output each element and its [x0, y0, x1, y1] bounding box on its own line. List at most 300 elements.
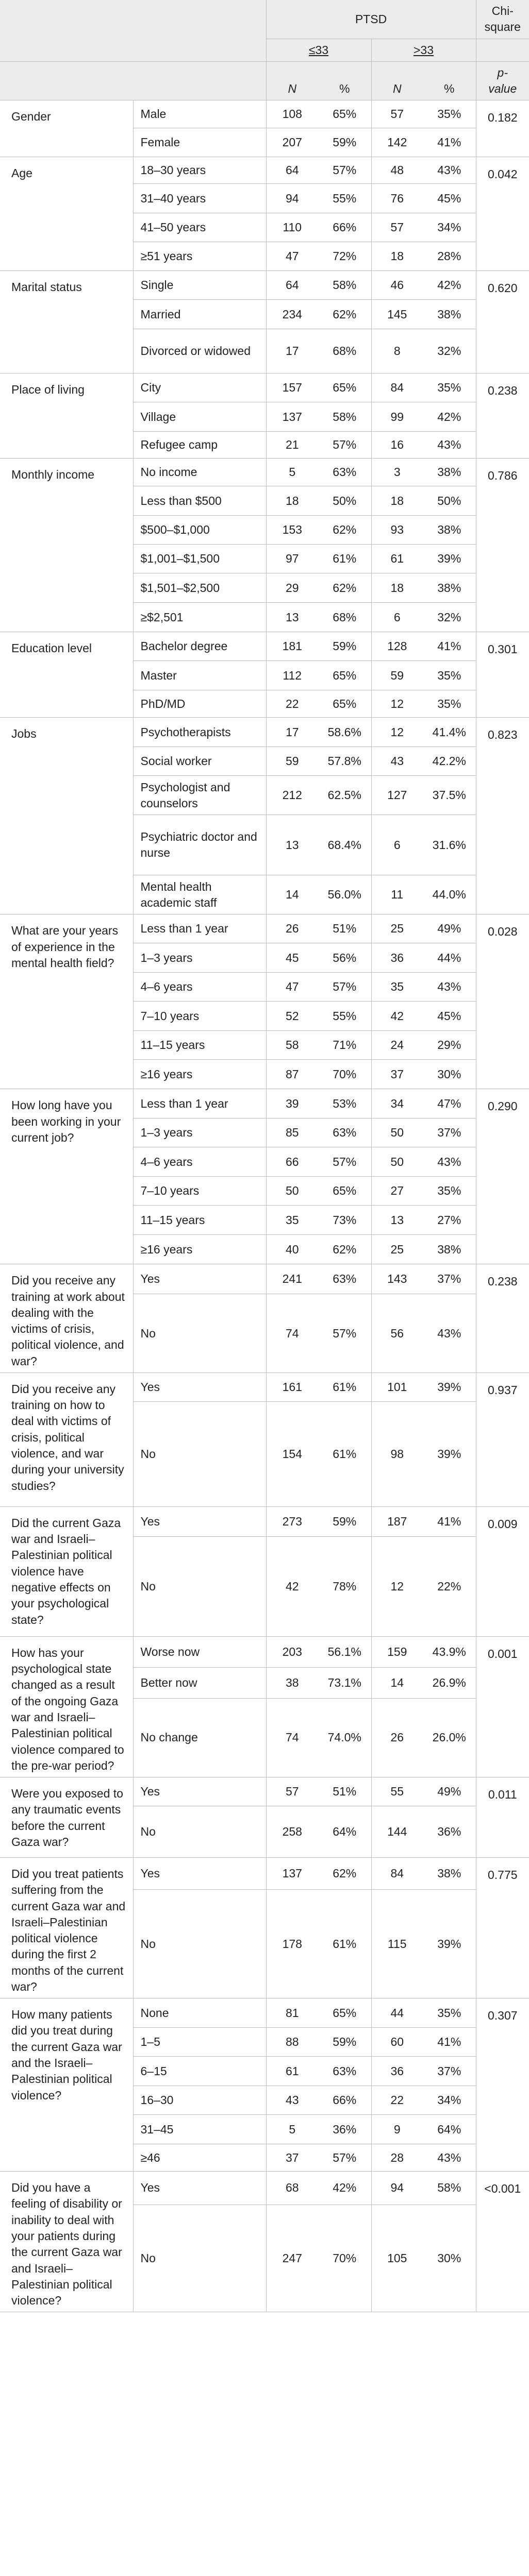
pct-high-cell: 35%	[423, 661, 476, 690]
n-high-cell: 46	[371, 271, 423, 300]
pct-high-cell: 43%	[423, 973, 476, 1002]
p-value-cell: 0.009	[476, 1506, 529, 1636]
n-high-cell: 12	[371, 690, 423, 718]
n-high-cell: 60	[371, 2028, 423, 2057]
n-high-cell: 6	[371, 603, 423, 632]
n-low-cell: 17	[266, 718, 318, 747]
n-high-cell: 93	[371, 516, 423, 545]
pct-low-cell: 74.0%	[318, 1698, 371, 1777]
pct-low-cell: 64%	[318, 1806, 371, 1858]
pct-high-cell: 35%	[423, 1177, 476, 1206]
pct-low-cell: 63%	[318, 1264, 371, 1294]
table-row	[0, 100, 529, 128]
pct-low-cell: 42%	[318, 2172, 371, 2205]
category-label: Yes	[133, 1264, 266, 1294]
pct-low-cell: 66%	[318, 2086, 371, 2115]
category-label: Better now	[133, 1668, 266, 1698]
n-low-cell: 17	[266, 329, 318, 374]
variable-label: Were you exposed to any traumatic events before the current Gaza war?	[0, 1777, 133, 1858]
pct-low-cell: 58%	[318, 271, 371, 300]
n-high-cell: 36	[371, 2057, 423, 2086]
pct-high-cell: 35%	[423, 100, 476, 128]
category-label: None	[133, 1998, 266, 2028]
p-value-cell: 0.620	[476, 271, 529, 374]
pct-high-cell: 27%	[423, 1206, 476, 1235]
n-high-cell: 44	[371, 1998, 423, 2028]
pct-high-cell: 43.9%	[423, 1636, 476, 1667]
pct-high-cell: 49%	[423, 914, 476, 943]
pct-low-cell: 36%	[318, 2115, 371, 2144]
pct-low-cell: 56%	[318, 943, 371, 973]
pct-low-cell: 57%	[318, 157, 371, 184]
p-value-cell: 0.238	[476, 374, 529, 459]
category-label: Yes	[133, 1506, 266, 1536]
category-label: Yes	[133, 1777, 266, 1806]
high-group-header	[371, 39, 476, 61]
category-label: Bachelor degree	[133, 632, 266, 661]
pct-low-cell: 55%	[318, 184, 371, 213]
pct-high-cell: 41%	[423, 1506, 476, 1536]
high-group-label: >33	[414, 43, 434, 57]
n-low-cell: 14	[266, 875, 318, 914]
pct-low-cell: 56.1%	[318, 1636, 371, 1667]
category-label: 4–6 years	[133, 973, 266, 1002]
n-low-cell: 35	[266, 1206, 318, 1235]
p-value-cell: <0.001	[476, 2172, 529, 2312]
p-value-cell: 0.238	[476, 1264, 529, 1373]
category-label: 7–10 years	[133, 1177, 266, 1206]
variable-label: Place of living	[0, 374, 133, 459]
n-high-cell: 127	[371, 776, 423, 815]
col-n-low: N	[266, 61, 318, 100]
n-low-cell: 153	[266, 516, 318, 545]
n-high-cell: 56	[371, 1294, 423, 1373]
n-high-cell: 18	[371, 486, 423, 516]
n-high-cell: 12	[371, 718, 423, 747]
pct-high-cell: 49%	[423, 1777, 476, 1806]
n-low-cell: 39	[266, 1089, 318, 1118]
n-high-cell: 142	[371, 128, 423, 157]
category-label: Male	[133, 100, 266, 128]
pct-low-cell: 62%	[318, 516, 371, 545]
pct-low-cell: 57%	[318, 2144, 371, 2172]
col-pct-low: %	[318, 61, 371, 100]
pct-low-cell: 71%	[318, 1031, 371, 1060]
table-row	[0, 1089, 529, 1118]
pct-high-cell: 30%	[423, 1060, 476, 1089]
col-pct-high: %	[423, 61, 476, 100]
pct-high-cell: 41%	[423, 2028, 476, 2057]
n-low-cell: 64	[266, 271, 318, 300]
n-high-cell: 101	[371, 1372, 423, 1401]
pct-low-cell: 57%	[318, 973, 371, 1002]
pct-low-cell: 57.8%	[318, 747, 371, 776]
table-row	[0, 459, 529, 486]
category-label: 41–50 years	[133, 213, 266, 242]
n-high-cell: 55	[371, 1777, 423, 1806]
category-label: Yes	[133, 2172, 266, 2205]
p-value-cell: 0.028	[476, 914, 529, 1089]
category-label: Less than 1 year	[133, 914, 266, 943]
category-label: Less than $500	[133, 486, 266, 516]
category-label: 6–15	[133, 2057, 266, 2086]
n-high-cell: 115	[371, 1890, 423, 1998]
variable-label: How many patients did you treat during the current Gaza war and the Israeli–Palestinian political violence?	[0, 1998, 133, 2172]
n-high-cell: 35	[371, 973, 423, 1002]
n-low-cell: 181	[266, 632, 318, 661]
header-blank-cell	[0, 0, 266, 61]
category-label: ≥51 years	[133, 242, 266, 271]
n-high-cell: 27	[371, 1177, 423, 1206]
category-label: Refugee camp	[133, 432, 266, 459]
pct-low-cell: 58.6%	[318, 718, 371, 747]
pct-low-cell: 72%	[318, 242, 371, 271]
table-row	[0, 1998, 529, 2028]
p-value-cell: 0.182	[476, 100, 529, 157]
pct-high-cell: 44.0%	[423, 875, 476, 914]
pct-low-cell: 59%	[318, 1506, 371, 1536]
n-low-cell: 157	[266, 374, 318, 402]
n-low-cell: 207	[266, 128, 318, 157]
chi-square-header: Chi-square	[476, 0, 529, 39]
pct-high-cell: 30%	[423, 2205, 476, 2312]
pct-low-cell: 65%	[318, 690, 371, 718]
n-high-cell: 76	[371, 184, 423, 213]
n-low-cell: 47	[266, 973, 318, 1002]
pct-high-cell: 42%	[423, 402, 476, 432]
variable-label: Monthly income	[0, 459, 133, 632]
category-label: Divorced or widowed	[133, 329, 266, 374]
pct-low-cell: 63%	[318, 459, 371, 486]
col-n-high: N	[371, 61, 423, 100]
n-low-cell: 137	[266, 402, 318, 432]
pct-high-cell: 41%	[423, 128, 476, 157]
category-label: 1–3 years	[133, 1118, 266, 1147]
pct-high-cell: 38%	[423, 300, 476, 329]
pct-low-cell: 78%	[318, 1536, 371, 1636]
n-high-cell: 8	[371, 329, 423, 374]
category-label: 1–3 years	[133, 943, 266, 973]
pct-high-cell: 45%	[423, 1002, 476, 1031]
n-high-cell: 144	[371, 1806, 423, 1858]
n-high-cell: 50	[371, 1118, 423, 1147]
pct-high-cell: 34%	[423, 2086, 476, 2115]
variable-label: Did you treat patients suffering from the current Gaza war and Israeli–Palestinian political violence during the first 2 months of the current war?	[0, 1858, 133, 1998]
n-low-cell: 58	[266, 1031, 318, 1060]
p-value-cell: 0.011	[476, 1777, 529, 1858]
n-low-cell: 5	[266, 2115, 318, 2144]
pct-high-cell: 41.4%	[423, 718, 476, 747]
n-low-cell: 45	[266, 943, 318, 973]
n-low-cell: 97	[266, 545, 318, 573]
n-low-cell: 64	[266, 157, 318, 184]
n-high-cell: 84	[371, 374, 423, 402]
n-high-cell: 3	[371, 459, 423, 486]
pct-low-cell: 63%	[318, 1118, 371, 1147]
pct-low-cell: 68%	[318, 329, 371, 374]
category-label: Worse now	[133, 1636, 266, 1667]
category-label: 1–5	[133, 2028, 266, 2057]
pct-low-cell: 61%	[318, 1401, 371, 1506]
pct-low-cell: 53%	[318, 1089, 371, 1118]
table-row	[0, 1777, 529, 1806]
pct-high-cell: 28%	[423, 242, 476, 271]
category-label: No income	[133, 459, 266, 486]
pct-low-cell: 58%	[318, 402, 371, 432]
variable-label: How has your psychological state changed as a result of the ongoing Gaza war and Israeli–Palestinian political violence compared to the pre-war period?	[0, 1636, 133, 1777]
variable-label: Did you receive any training at work about dealing with the victims of crisis, political violence, and war?	[0, 1264, 133, 1373]
pct-low-cell: 63%	[318, 2057, 371, 2086]
n-low-cell: 87	[266, 1060, 318, 1089]
category-label: Psychiatric doctor and nurse	[133, 815, 266, 875]
n-low-cell: 247	[266, 2205, 318, 2312]
table-row	[0, 1506, 529, 1536]
n-low-cell: 29	[266, 573, 318, 603]
n-high-cell: 24	[371, 1031, 423, 1060]
pct-high-cell: 35%	[423, 374, 476, 402]
table-row	[0, 914, 529, 943]
columns-blank	[0, 61, 266, 100]
pct-low-cell: 51%	[318, 1777, 371, 1806]
n-high-cell: 42	[371, 1002, 423, 1031]
pct-high-cell: 39%	[423, 1372, 476, 1401]
pct-low-cell: 68.4%	[318, 815, 371, 875]
p-value-cell: 0.823	[476, 718, 529, 914]
n-low-cell: 52	[266, 1002, 318, 1031]
category-label: 4–6 years	[133, 1147, 266, 1177]
pct-high-cell: 31.6%	[423, 815, 476, 875]
n-low-cell: 18	[266, 486, 318, 516]
n-low-cell: 21	[266, 432, 318, 459]
pct-high-cell: 37%	[423, 1264, 476, 1294]
pct-high-cell: 38%	[423, 516, 476, 545]
pct-high-cell: 37%	[423, 1118, 476, 1147]
pct-low-cell: 73.1%	[318, 1668, 371, 1698]
pct-low-cell: 62%	[318, 1235, 371, 1264]
pct-low-cell: 55%	[318, 1002, 371, 1031]
n-low-cell: 68	[266, 2172, 318, 2205]
n-high-cell: 36	[371, 943, 423, 973]
n-high-cell: 50	[371, 1147, 423, 1177]
table-row	[0, 1372, 529, 1401]
pct-low-cell: 51%	[318, 914, 371, 943]
n-low-cell: 137	[266, 1858, 318, 1890]
category-label: PhD/MD	[133, 690, 266, 718]
n-high-cell: 143	[371, 1264, 423, 1294]
category-label: Yes	[133, 1372, 266, 1401]
header-row-group	[0, 0, 529, 39]
pct-high-cell: 38%	[423, 573, 476, 603]
low-group-header	[266, 39, 371, 61]
n-low-cell: 40	[266, 1235, 318, 1264]
n-high-cell: 48	[371, 157, 423, 184]
category-label: Less than 1 year	[133, 1089, 266, 1118]
n-low-cell: 74	[266, 1294, 318, 1373]
n-low-cell: 94	[266, 184, 318, 213]
pct-low-cell: 65%	[318, 1177, 371, 1206]
category-label: Married	[133, 300, 266, 329]
pct-high-cell: 42.2%	[423, 747, 476, 776]
category-label: No	[133, 1890, 266, 1998]
category-label: ≥$2,501	[133, 603, 266, 632]
variable-label: What are your years of experience in the mental health field?	[0, 914, 133, 1089]
category-label: Mental health academic staff	[133, 875, 266, 914]
pct-high-cell: 35%	[423, 690, 476, 718]
p-value-cell: 0.001	[476, 1636, 529, 1777]
category-label: $500–$1,000	[133, 516, 266, 545]
col-pvalue: p-value	[476, 61, 529, 100]
n-high-cell: 25	[371, 914, 423, 943]
pct-low-cell: 56.0%	[318, 875, 371, 914]
variable-label: Did the current Gaza war and Israeli–Palestinian political violence have negative effects on your psychological state?	[0, 1506, 133, 1636]
n-high-cell: 145	[371, 300, 423, 329]
n-low-cell: 241	[266, 1264, 318, 1294]
category-label: Master	[133, 661, 266, 690]
n-low-cell: 88	[266, 2028, 318, 2057]
pct-low-cell: 68%	[318, 603, 371, 632]
n-high-cell: 99	[371, 402, 423, 432]
variable-label: Did you have a feeling of disability or inability to deal with your patients during the current Gaza war and Israeli–Palestinian political violence?	[0, 2172, 133, 2312]
n-high-cell: 59	[371, 661, 423, 690]
pct-high-cell: 37.5%	[423, 776, 476, 815]
n-high-cell: 22	[371, 2086, 423, 2115]
n-low-cell: 110	[266, 213, 318, 242]
category-label: 31–40 years	[133, 184, 266, 213]
variable-label: Education level	[0, 632, 133, 718]
pct-high-cell: 43%	[423, 1147, 476, 1177]
n-high-cell: 26	[371, 1698, 423, 1777]
n-low-cell: 108	[266, 100, 318, 128]
n-low-cell: 161	[266, 1372, 318, 1401]
pct-low-cell: 57%	[318, 1294, 371, 1373]
n-high-cell: 11	[371, 875, 423, 914]
pct-high-cell: 36%	[423, 1806, 476, 1858]
pct-low-cell: 66%	[318, 213, 371, 242]
n-high-cell: 57	[371, 213, 423, 242]
category-label: No	[133, 1806, 266, 1858]
table-row	[0, 632, 529, 661]
pct-high-cell: 38%	[423, 1235, 476, 1264]
n-high-cell: 128	[371, 632, 423, 661]
category-label: 11–15 years	[133, 1031, 266, 1060]
n-low-cell: 234	[266, 300, 318, 329]
n-high-cell: 28	[371, 2144, 423, 2172]
variable-label: Did you receive any training on how to deal with victims of crisis, political violence, and war during your university studies?	[0, 1372, 133, 1506]
category-label: No	[133, 1401, 266, 1506]
header-row-columns	[0, 61, 529, 100]
n-high-cell: 25	[371, 1235, 423, 1264]
pct-low-cell: 65%	[318, 661, 371, 690]
pct-high-cell: 50%	[423, 486, 476, 516]
pct-high-cell: 64%	[423, 2115, 476, 2144]
n-high-cell: 14	[371, 1668, 423, 1698]
n-low-cell: 66	[266, 1147, 318, 1177]
pct-high-cell: 26.9%	[423, 1668, 476, 1698]
n-low-cell: 273	[266, 1506, 318, 1536]
n-low-cell: 61	[266, 2057, 318, 2086]
pct-high-cell: 34%	[423, 213, 476, 242]
category-label: No change	[133, 1698, 266, 1777]
n-high-cell: 37	[371, 1060, 423, 1089]
variable-label: Age	[0, 157, 133, 271]
pct-low-cell: 62.5%	[318, 776, 371, 815]
table-row	[0, 1858, 529, 1890]
pct-high-cell: 44%	[423, 943, 476, 973]
n-low-cell: 258	[266, 1806, 318, 1858]
n-low-cell: 178	[266, 1890, 318, 1998]
n-high-cell: 98	[371, 1401, 423, 1506]
category-label: ≥46	[133, 2144, 266, 2172]
pct-low-cell: 62%	[318, 300, 371, 329]
n-high-cell: 43	[371, 747, 423, 776]
n-low-cell: 38	[266, 1668, 318, 1698]
pct-high-cell: 39%	[423, 545, 476, 573]
n-low-cell: 42	[266, 1536, 318, 1636]
n-low-cell: 85	[266, 1118, 318, 1147]
table-row	[0, 374, 529, 402]
category-label: Single	[133, 271, 266, 300]
n-low-cell: 81	[266, 1998, 318, 2028]
p-value-cell: 0.786	[476, 459, 529, 632]
n-high-cell: 6	[371, 815, 423, 875]
n-high-cell: 34	[371, 1089, 423, 1118]
pct-high-cell: 43%	[423, 432, 476, 459]
pct-low-cell: 62%	[318, 1858, 371, 1890]
pct-low-cell: 59%	[318, 2028, 371, 2057]
n-low-cell: 43	[266, 2086, 318, 2115]
category-label: City	[133, 374, 266, 402]
category-label: Yes	[133, 1858, 266, 1890]
pct-low-cell: 61%	[318, 1890, 371, 1998]
pct-low-cell: 65%	[318, 1998, 371, 2028]
p-value-cell: 0.301	[476, 632, 529, 718]
n-high-cell: 159	[371, 1636, 423, 1667]
pct-low-cell: 73%	[318, 1206, 371, 1235]
variable-label: Jobs	[0, 718, 133, 914]
variable-label: Gender	[0, 100, 133, 157]
category-label: Village	[133, 402, 266, 432]
pct-low-cell: 61%	[318, 1372, 371, 1401]
n-high-cell: 16	[371, 432, 423, 459]
pct-high-cell: 35%	[423, 1998, 476, 2028]
n-low-cell: 154	[266, 1401, 318, 1506]
category-label: Social worker	[133, 747, 266, 776]
p-value-cell: 0.042	[476, 157, 529, 271]
table-row	[0, 2172, 529, 2205]
category-label: 31–45	[133, 2115, 266, 2144]
pct-low-cell: 62%	[318, 573, 371, 603]
category-label: 11–15 years	[133, 1206, 266, 1235]
chi-square-blank	[476, 39, 529, 61]
pct-high-cell: 32%	[423, 603, 476, 632]
pct-high-cell: 38%	[423, 459, 476, 486]
n-low-cell: 13	[266, 815, 318, 875]
n-high-cell: 84	[371, 1858, 423, 1890]
pct-high-cell: 39%	[423, 1401, 476, 1506]
table-row	[0, 1636, 529, 1667]
variable-label: Marital status	[0, 271, 133, 374]
category-label: No	[133, 1294, 266, 1373]
pct-high-cell: 39%	[423, 1890, 476, 1998]
n-high-cell: 12	[371, 1536, 423, 1636]
n-low-cell: 212	[266, 776, 318, 815]
pct-low-cell: 61%	[318, 545, 371, 573]
n-low-cell: 74	[266, 1698, 318, 1777]
pct-low-cell: 59%	[318, 632, 371, 661]
pct-high-cell: 41%	[423, 632, 476, 661]
n-low-cell: 13	[266, 603, 318, 632]
pct-low-cell: 65%	[318, 374, 371, 402]
